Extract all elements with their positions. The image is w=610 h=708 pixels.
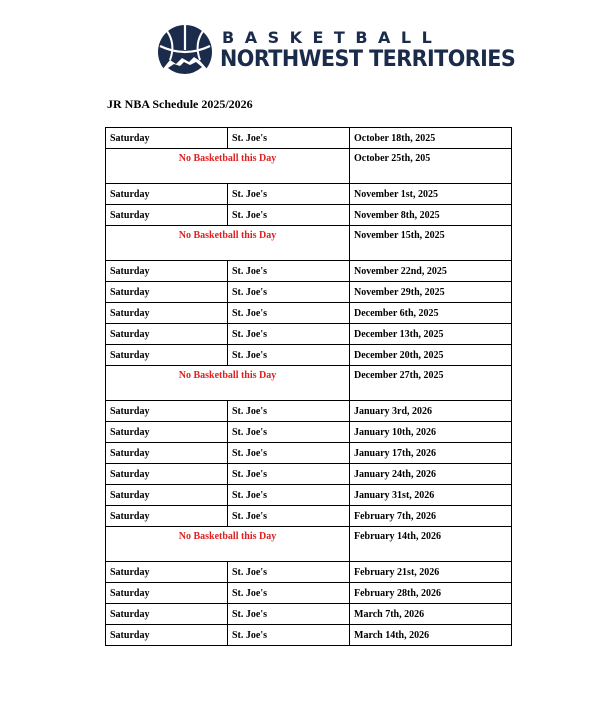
schedule-row <box>106 485 512 506</box>
date-cell: October 25th, 205 <box>350 149 512 184</box>
schedule-row <box>106 345 512 366</box>
schedule-body <box>106 128 512 646</box>
schedule-row <box>106 464 512 485</box>
schedule-row-no-game <box>106 226 512 261</box>
schedule-row <box>106 583 512 604</box>
day-cell: Saturday <box>106 464 228 485</box>
location-cell: St. Joe's <box>228 184 350 205</box>
day-cell: Saturday <box>106 625 228 646</box>
location-cell: St. Joe's <box>228 485 350 506</box>
location-cell: St. Joe's <box>228 324 350 345</box>
day-cell: Saturday <box>106 583 228 604</box>
location-cell: St. Joe's <box>228 261 350 282</box>
schedule-row <box>106 324 512 345</box>
date-cell: November 15th, 2025 <box>350 226 512 261</box>
location-cell: St. Joe's <box>228 506 350 527</box>
location-cell: St. Joe's <box>228 562 350 583</box>
date-cell: January 31st, 2026 <box>350 485 512 506</box>
schedule-row <box>106 422 512 443</box>
location-cell: St. Joe's <box>228 128 350 149</box>
date-cell: December 6th, 2025 <box>350 303 512 324</box>
schedule-row <box>106 303 512 324</box>
date-cell: December 20th, 2025 <box>350 345 512 366</box>
schedule-row-no-game <box>106 527 512 562</box>
location-cell: St. Joe's <box>228 303 350 324</box>
date-cell: February 21st, 2026 <box>350 562 512 583</box>
date-cell: March 14th, 2026 <box>350 625 512 646</box>
basketball-icon <box>156 24 214 80</box>
day-cell: Saturday <box>106 604 228 625</box>
no-game-note-cell: No Basketball this Day <box>106 366 350 401</box>
document-title: JR NBA Schedule 2025/2026 <box>107 97 253 111</box>
location-cell: St. Joe's <box>228 422 350 443</box>
location-cell: St. Joe's <box>228 583 350 604</box>
day-cell: Saturday <box>106 261 228 282</box>
schedule-row <box>106 604 512 625</box>
date-cell: February 7th, 2026 <box>350 506 512 527</box>
date-cell: November 29th, 2025 <box>350 282 512 303</box>
logo-nwt-wordmark: NORTHWEST TERRITORIES <box>220 46 516 72</box>
location-cell: St. Joe's <box>228 464 350 485</box>
date-cell: December 27th, 2025 <box>350 366 512 401</box>
location-cell: St. Joe's <box>228 345 350 366</box>
date-cell: October 18th, 2025 <box>350 128 512 149</box>
schedule-row <box>106 506 512 527</box>
schedule-row <box>106 261 512 282</box>
date-cell: January 10th, 2026 <box>350 422 512 443</box>
date-cell: November 8th, 2025 <box>350 205 512 226</box>
basketball-nwt-logo <box>156 24 516 80</box>
schedule-row-no-game <box>106 366 512 401</box>
location-cell: St. Joe's <box>228 401 350 422</box>
day-cell: Saturday <box>106 184 228 205</box>
date-cell: January 3rd, 2026 <box>350 401 512 422</box>
location-cell: St. Joe's <box>228 282 350 303</box>
day-cell: Saturday <box>106 506 228 527</box>
date-cell: February 28th, 2026 <box>350 583 512 604</box>
no-game-note-cell: No Basketball this Day <box>106 149 350 184</box>
day-cell: Saturday <box>106 205 228 226</box>
schedule-row <box>106 184 512 205</box>
day-cell: Saturday <box>106 324 228 345</box>
location-cell: St. Joe's <box>228 205 350 226</box>
day-cell: Saturday <box>106 128 228 149</box>
schedule-row <box>106 625 512 646</box>
schedule-row <box>106 401 512 422</box>
day-cell: Saturday <box>106 303 228 324</box>
location-cell: St. Joe's <box>228 443 350 464</box>
schedule-row <box>106 128 512 149</box>
schedule-row <box>106 562 512 583</box>
logo-basketball-wordmark: BASKETBALL <box>222 28 443 47</box>
day-cell: Saturday <box>106 345 228 366</box>
date-cell: March 7th, 2026 <box>350 604 512 625</box>
schedule-row <box>106 282 512 303</box>
day-cell: Saturday <box>106 562 228 583</box>
day-cell: Saturday <box>106 282 228 303</box>
day-cell: Saturday <box>106 443 228 464</box>
day-cell: Saturday <box>106 485 228 506</box>
date-cell: November 22nd, 2025 <box>350 261 512 282</box>
location-cell: St. Joe's <box>228 604 350 625</box>
schedule-row <box>106 205 512 226</box>
location-cell: St. Joe's <box>228 625 350 646</box>
day-cell: Saturday <box>106 422 228 443</box>
date-cell: January 17th, 2026 <box>350 443 512 464</box>
date-cell: November 1st, 2025 <box>350 184 512 205</box>
day-cell: Saturday <box>106 401 228 422</box>
schedule-row-no-game <box>106 149 512 184</box>
no-game-note-cell: No Basketball this Day <box>106 226 350 261</box>
date-cell: January 24th, 2026 <box>350 464 512 485</box>
schedule-row <box>106 443 512 464</box>
no-game-note-cell: No Basketball this Day <box>106 527 350 562</box>
schedule-table <box>105 127 512 646</box>
date-cell: December 13th, 2025 <box>350 324 512 345</box>
date-cell: February 14th, 2026 <box>350 527 512 562</box>
